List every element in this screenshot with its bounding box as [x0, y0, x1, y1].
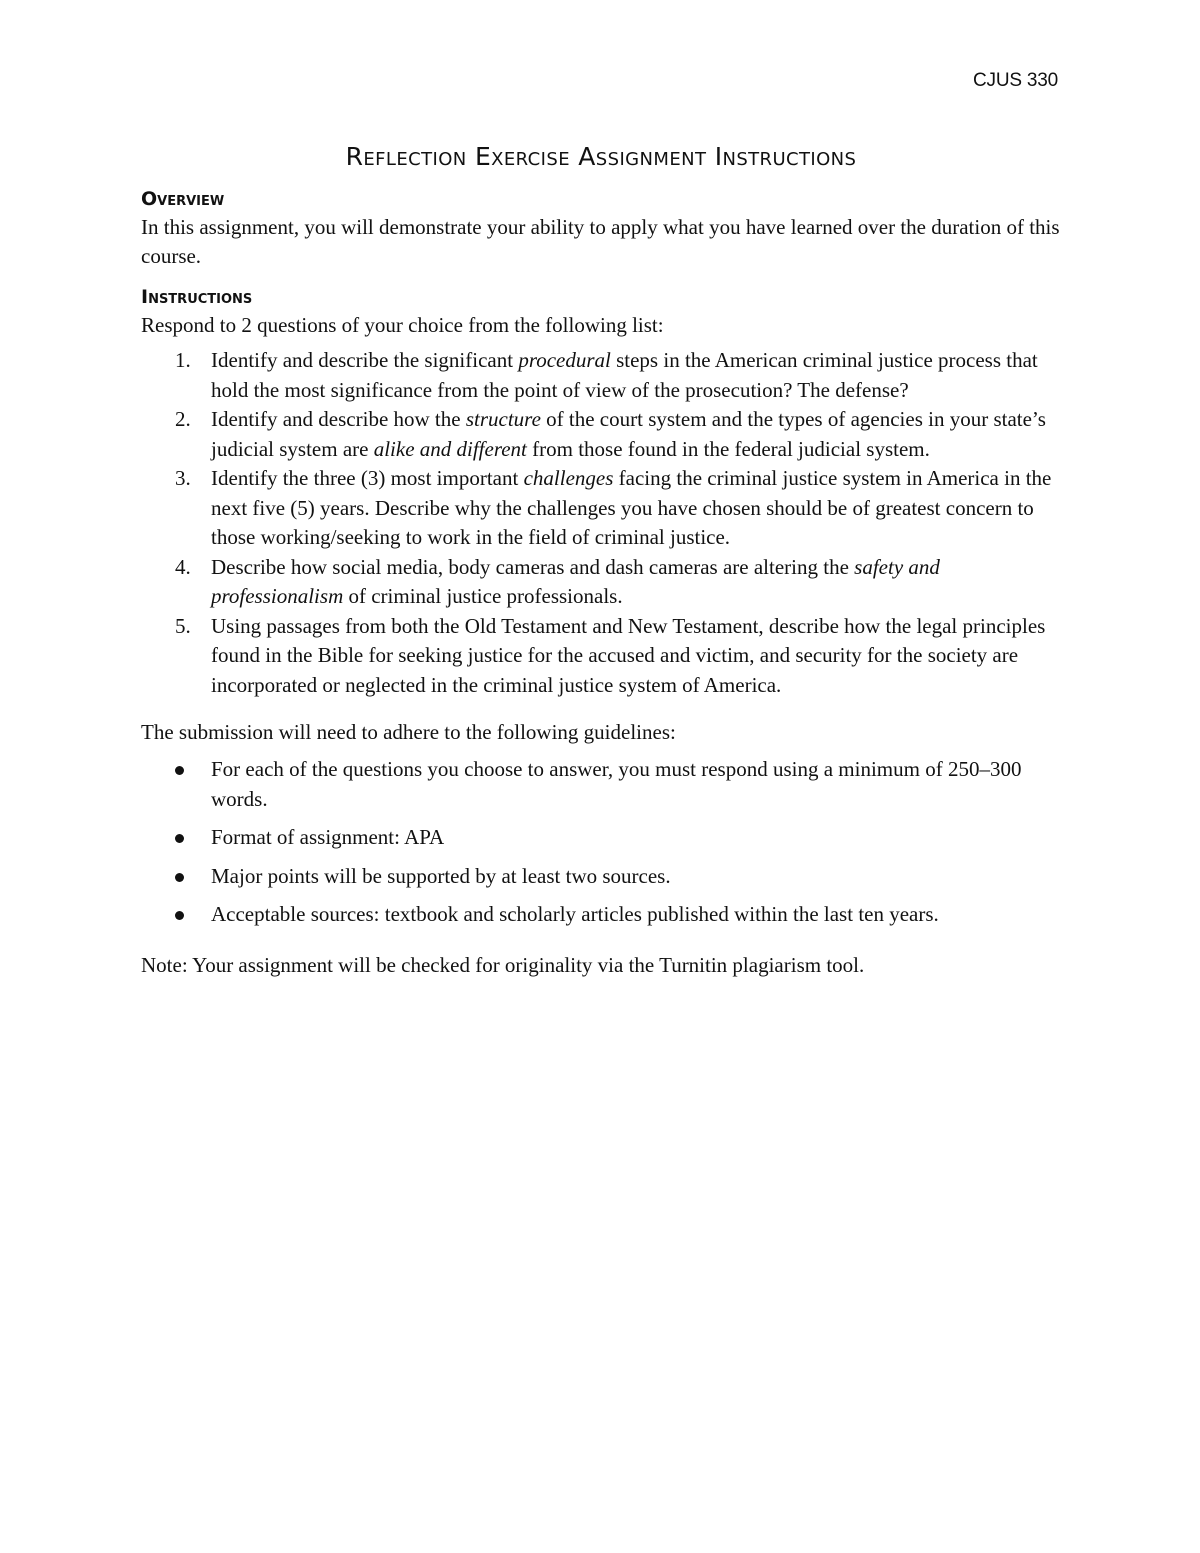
document-title: Reflection Exercise Assignment Instructions — [345, 142, 857, 171]
question-item: 1. Identify and describe the significant procedural steps in the American criminal justice process that hold the most significance from the point of view of the prosecution? The defense? — [175, 348, 1038, 402]
question-number: 5. — [175, 613, 191, 638]
overview-heading: Overview — [141, 188, 225, 210]
question-item: 4. Describe how social media, body cameras and dash cameras are altering the safety and professionalism of criminal justice professionals. — [175, 554, 940, 608]
question-number: 3. — [175, 466, 191, 490]
guideline-item: Acceptable sources: textbook and scholarly articles published within the last ten years. — [141, 900, 1061, 930]
question-item: 3. Identify the three (3) most important challenges facing the criminal justice system in America in the next five (5) years. Describe why the challenges you have chosen should be of greatest concern to those working/seeking to work in the field of criminal justice. — [175, 466, 1052, 549]
guideline-item: For each of the questions you choose to answer, you must respond using a minimum of 250–300 words. — [141, 755, 1061, 814]
question-list — [141, 346, 1061, 700]
bullet-icon — [175, 766, 184, 775]
course-code: CJUS 330 — [973, 70, 1058, 91]
bullet-icon — [175, 911, 184, 920]
question-number: 4. — [175, 554, 191, 579]
guideline-list — [141, 755, 1061, 930]
question-number: 2. — [175, 407, 191, 431]
question-item: 5. Using passages from both the Old Testament and New Testament, describe how the legal principles found in the Bible for seeking justice for the accused and victim, and security for the society are incorporated or neglected in the criminal justice system of America. — [175, 613, 1046, 697]
guideline-item: Major points will be supported by at least two sources. — [141, 862, 1061, 892]
overview-text: In this assignment, you will demonstrate your ability to apply what you have learned over the duration of this course. — [141, 215, 1060, 268]
question-item: 2. Identify and describe how the structure of the court system and the types of agencies in your state’s judicial system are alike and different from those found in the federal judicial system. — [175, 407, 1046, 461]
bullet-icon — [175, 834, 184, 843]
guideline-item: Format of assignment: APA — [141, 823, 1061, 853]
instructions-heading: Instructions — [141, 286, 253, 308]
bullet-icon — [175, 873, 184, 882]
document-body — [141, 142, 1061, 980]
guidelines-intro: The submission will need to adhere to the following guidelines: — [141, 720, 676, 744]
instructions-intro: Respond to 2 questions of your choice from the following list: — [141, 313, 664, 337]
originality-note: Note: Your assignment will be checked for originality via the Turnitin plagiarism tool. — [141, 952, 865, 977]
question-number: 1. — [175, 348, 191, 372]
